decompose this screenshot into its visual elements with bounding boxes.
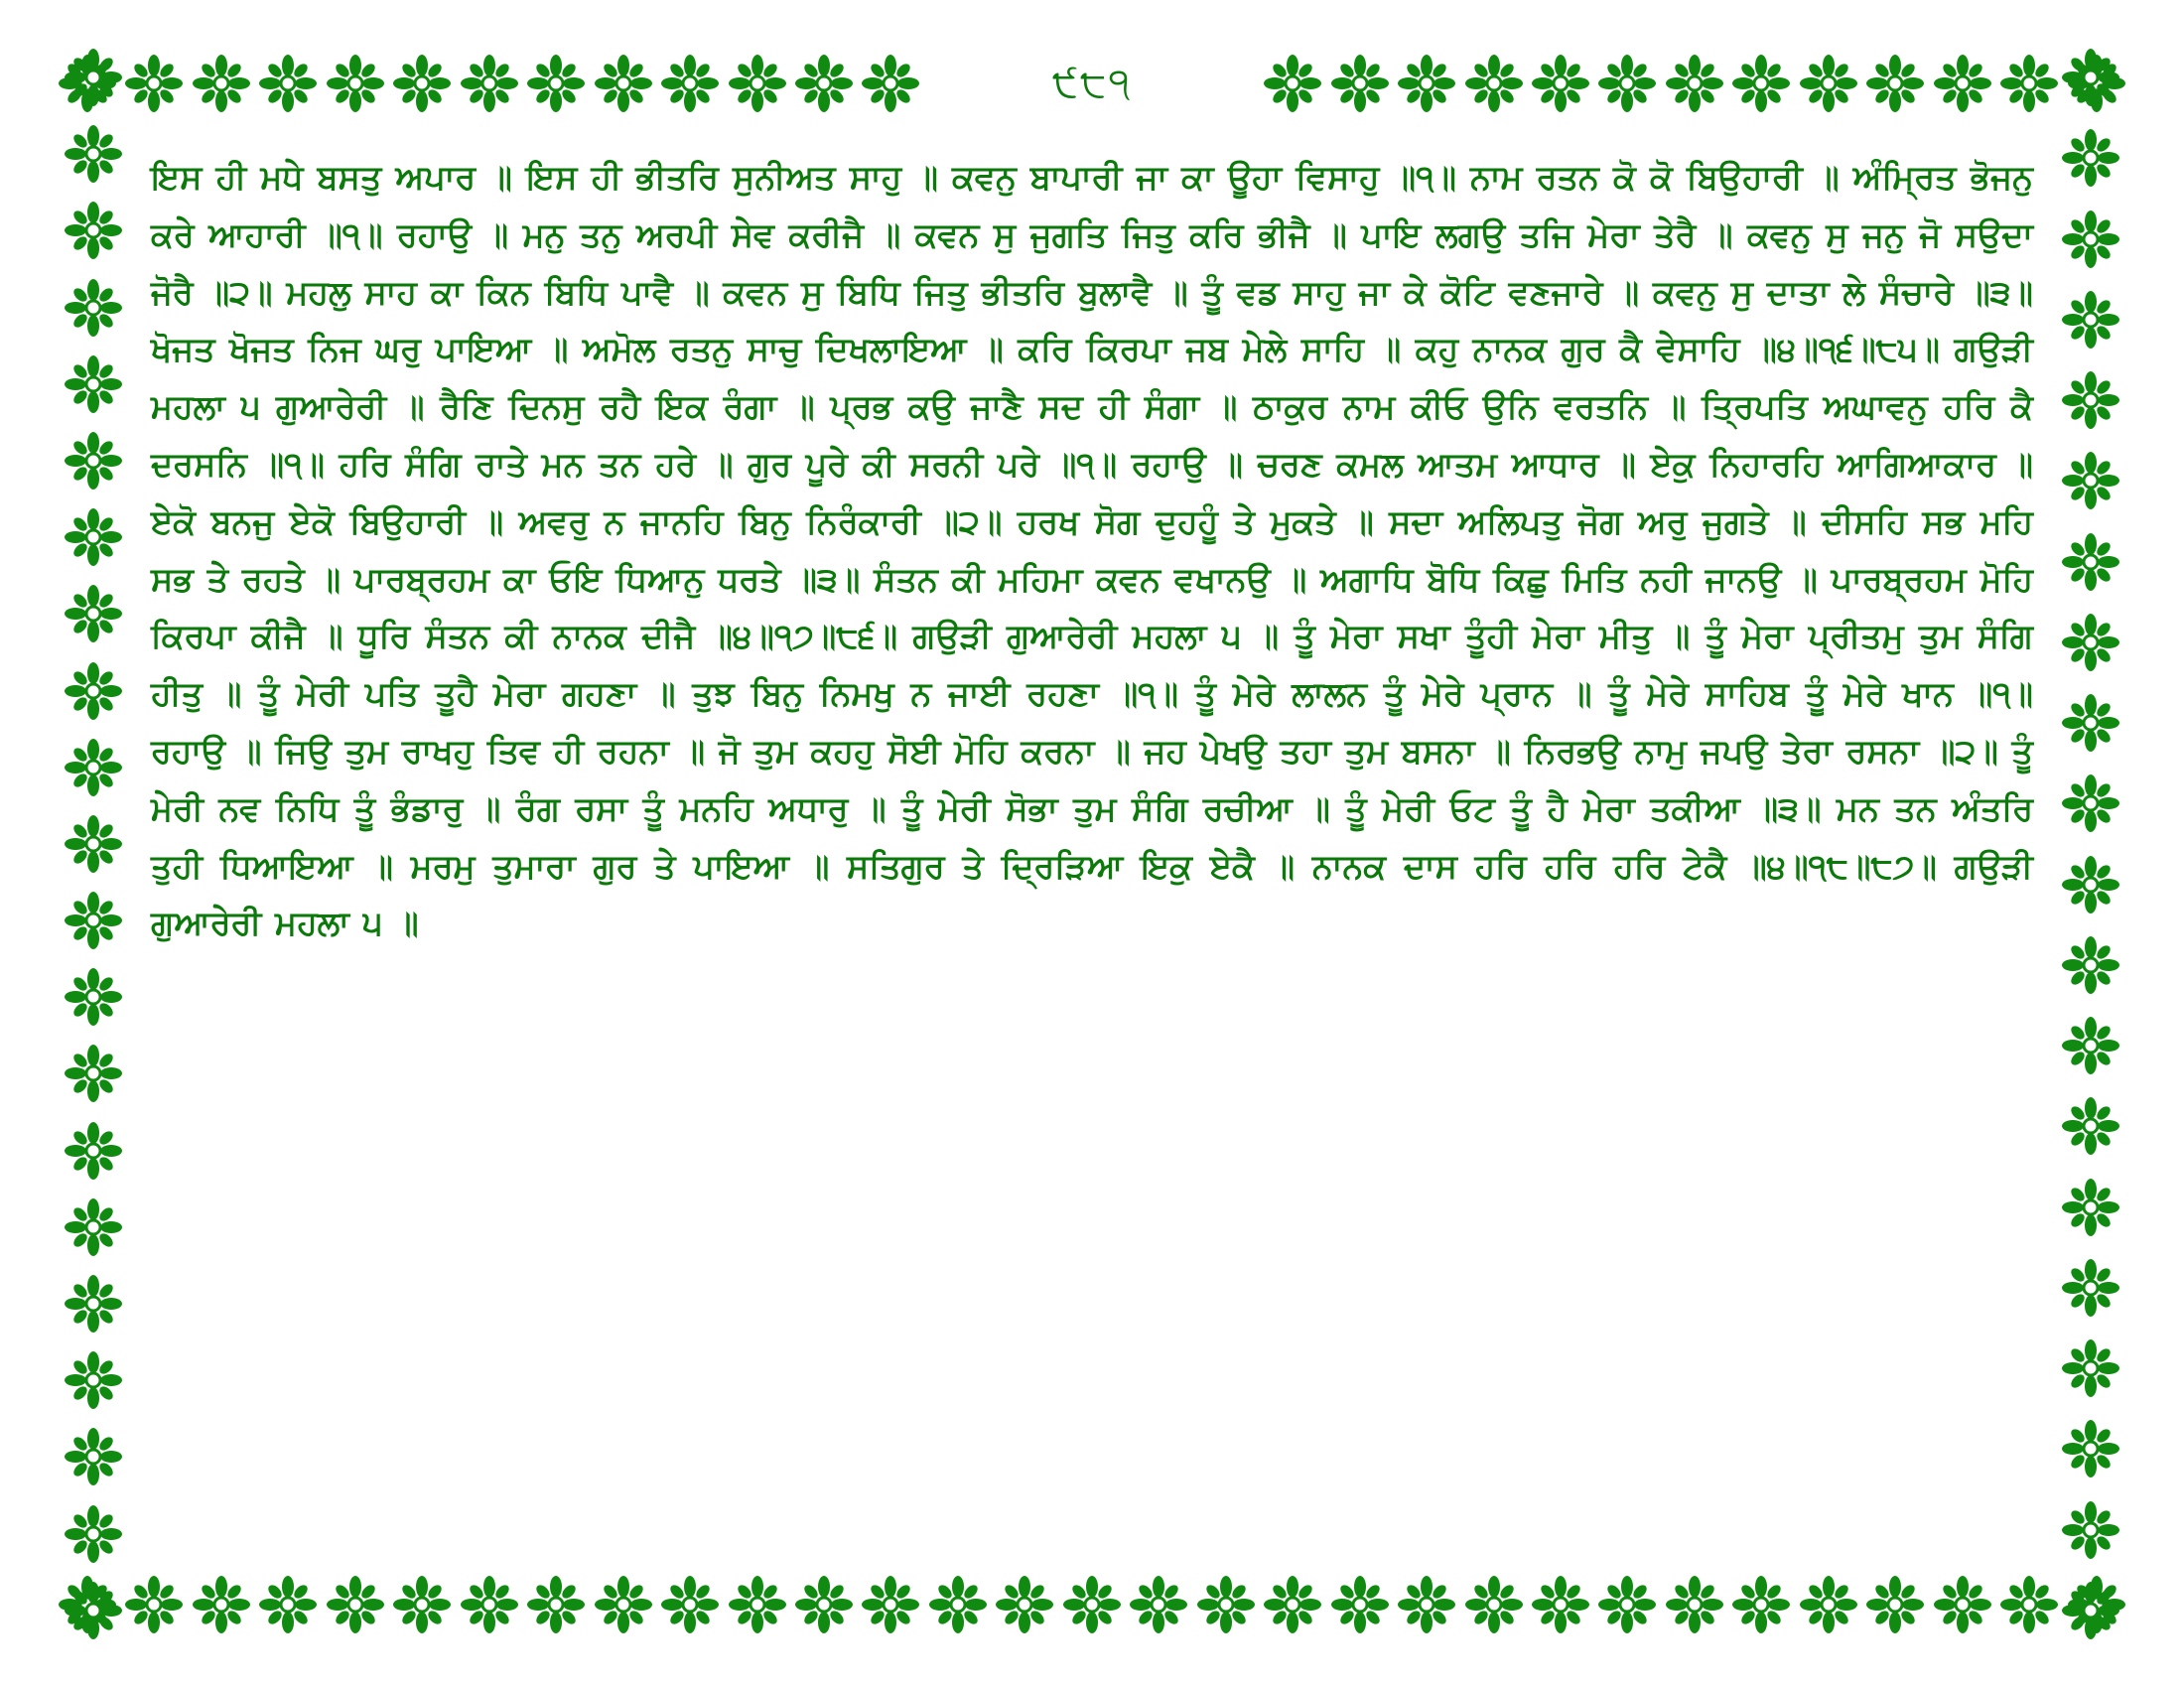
floral-ornament-icon <box>1933 54 1992 113</box>
floral-ornament-icon <box>794 1575 854 1634</box>
floral-ornament-icon <box>1129 1575 1188 1634</box>
floral-ornament-icon <box>460 1575 519 1634</box>
scripture-body-text <box>151 149 2033 1559</box>
floral-ornament-icon <box>64 507 123 567</box>
floral-ornament-icon <box>1665 1575 1724 1634</box>
floral-ornament-icon <box>2061 774 2120 833</box>
floral-ornament-icon <box>1731 1575 1791 1634</box>
floral-ornament-icon <box>728 1575 787 1634</box>
floral-ornament-icon <box>64 48 123 107</box>
floral-ornament-icon <box>64 1197 123 1257</box>
floral-ornament-icon <box>258 54 318 113</box>
floral-ornament-icon <box>1263 1575 1322 1634</box>
floral-ornament-icon <box>64 431 123 491</box>
scripture-paragraph: ਇਸ ਹੀ ਮਧੇ ਬਸਤੁ ਅਪਾਰ ॥ ਇਸ ਹੀ ਭੀਤਰਿ ਸੁਨੀਅਤ ਸਾਹੁ ॥ ਕਵਨੁ ਬਾਪਾਰੀ ਜਾ ਕਾ ਊਹਾ ਵਿਸਾਹੁ ॥੧॥ ਨਾਮ ਰਤਨ ਕੋ ਕੋ ਬਿਉਹਾਰੀ ॥ ਅੰਮ੍ਰਿਤ ਭੋਜਨੁ ਕਰੇ ਆਹਾਰੀ ॥੧॥ ਰਹਾਉ ॥ ਮਨੁ ਤਨੁ ਅਰਪੀ ਸੇਵ ਕਰੀਜੈ ॥ ਕਵਨ ਸੁ ਜੁਗਤਿ ਜਿਤੁ ਕਰਿ ਭੀਜੈ ॥ ਪਾਇ ਲਗਉ ਤਜਿ ਮੇਰਾ ਤੇਰੈ ॥ ਕਵਨੁ ਸੁ ਜਨੁ ਜੋ ਸਉਦਾ ਜੋਰੈ ॥੨॥ ਮਹਲੁ ਸਾਹ ਕਾ ਕਿਨ ਬਿਧਿ ਪਾਵੈ ॥ ਕਵਨ ਸੁ ਬਿਧਿ ਜਿਤੁ ਭੀਤਰਿ ਬੁਲਾਵੈ ॥ ਤੂੰ ਵਡ ਸਾਹੁ ਜਾ ਕੇ ਕੋਟਿ ਵਣਜਾਰੇ ॥ ਕਵਨੁ ਸੁ ਦਾਤਾ ਲੇ ਸੰਚਾਰੇ ॥੩॥ ਖੋਜਤ ਖੋਜਤ ਨਿਜ ਘਰੁ ਪਾਇਆ ॥ ਅਮੋਲ ਰਤਨੁ ਸਾਚੁ ਦਿਖਲਾਇਆ ॥ ਕਰਿ ਕਿਰਪਾ ਜਬ ਮੇਲੇ ਸਾਹਿ ॥ ਕਹੁ ਨਾਨਕ ਗੁਰ ਕੈ ਵੇਸਾਹਿ ॥੪॥੧੬॥੮੫॥ ਗਉੜੀ ਮਹਲਾ ੫ ਗੁਆਰੇਰੀ ॥ ਰੈਣਿ ਦਿਨਸੁ ਰਹੈ ਇਕ ਰੰਗਾ ॥ ਪ੍ਰਭ ਕਉ ਜਾਣੈ ਸਦ ਹੀ ਸੰਗਾ ॥ ਠਾਕੁਰ ਨਾਮ ਕੀਓ ਉਨਿ ਵਰਤਨਿ ॥ ਤ੍ਰਿਪਤਿ ਅਘਾਵਨੁ ਹਰਿ ਕੈ ਦਰਸਨਿ ॥੧॥ ਹਰਿ ਸੰਗਿ ਰਾਤੇ ਮਨ ਤਨ ਹਰੇ ॥ ਗੁਰ ਪੂਰੇ ਕੀ ਸਰਨੀ ਪਰੇ ॥੧॥ ਰਹਾਉ ॥ ਚਰਣ ਕਮਲ ਆਤਮ ਆਧਾਰ ॥ ਏਕੁ ਨਿਹਾਰਹਿ ਆਗਿਆਕਾਰ ॥ ਏਕੋ ਬਨਜੁ ਏਕੋ ਬਿਉਹਾਰੀ ॥ ਅਵਰੁ ਨ ਜਾਨਹਿ ਬਿਨੁ ਨਿਰੰਕਾਰੀ ॥੨॥ ਹਰਖ ਸੋਗ ਦੁਹਹੂੰ ਤੇ ਮੁਕਤੇ ॥ ਸਦਾ ਅਲਿਪਤੁ ਜੋਗ ਅਰੁ ਜੁਗਤੇ ॥ ਦੀਸਹਿ ਸਭ ਮਹਿ ਸਭ ਤੇ ਰਹਤੇ ॥ ਪਾਰਬ੍ਰਹਮ ਕਾ ਓਇ ਧਿਆਨੁ ਧਰਤੇ ॥੩॥ ਸੰਤਨ ਕੀ ਮਹਿਮਾ ਕਵਨ ਵਖਾਨਉ ॥ ਅਗਾਧਿ ਬੋਧਿ ਕਿਛੁ ਮਿਤਿ ਨਹੀ ਜਾਨਉ ॥ ਪਾਰਬ੍ਰਹਮ ਮੋਹਿ ਕਿਰਪਾ ਕੀਜੈ ॥ ਧੂਰਿ ਸੰਤਨ ਕੀ ਨਾਨਕ ਦੀਜੈ ॥੪॥੧੭॥੮੬॥ ਗਉੜੀ ਗੁਆਰੇਰੀ ਮਹਲਾ ੫ ॥ ਤੂੰ ਮੇਰਾ ਸਖਾ ਤੂੰਹੀ ਮੇਰਾ ਮੀਤੁ ॥ ਤੂੰ ਮੇਰਾ ਪ੍ਰੀਤਮੁ ਤੁਮ ਸੰਗਿ ਹੀਤੁ ॥ ਤੂੰ ਮੇਰੀ ਪਤਿ ਤੂਹੈ ਮੇਰਾ ਗਹਣਾ ॥ ਤੁਝ ਬਿਨੁ ਨਿਮਖੁ ਨ ਜਾਈ ਰਹਣਾ ॥੧॥ ਤੂੰ ਮੇਰੇ ਲਾਲਨ ਤੂੰ ਮੇਰੇ ਪ੍ਰਾਨ ॥ ਤੂੰ ਮੇਰੇ ਸਾਹਿਬ ਤੂੰ ਮੇਰੇ ਖਾਨ ॥੧॥ ਰਹਾਉ ॥ ਜਿਉ ਤੁਮ ਰਾਖਹੁ ਤਿਵ ਹੀ ਰਹਨਾ ॥ ਜੋ ਤੁਮ ਕਹਹੁ ਸੋਈ ਮੋਹਿ ਕਰਨਾ ॥ ਜਹ ਪੇਖਉ ਤਹਾ ਤੁਮ ਬਸਨਾ ॥ ਨਿਰਭਉ ਨਾਮੁ ਜਪਉ ਤੇਰਾ ਰਸਨਾ ॥੨॥ ਤੂੰ ਮੇਰੀ ਨਵ ਨਿਧਿ ਤੂੰ ਭੰਡਾਰੁ ॥ ਰੰਗ ਰਸਾ ਤੂੰ ਮਨਹਿ ਅਧਾਰੁ ॥ ਤੂੰ ਮੇਰੀ ਸੋਭਾ ਤੁਮ ਸੰਗਿ ਰਚੀਆ ॥ ਤੂੰ ਮੇਰੀ ਓਟ ਤੂੰ ਹੈ ਮੇਰਾ ਤਕੀਆ ॥੩॥ ਮਨ ਤਨ ਅੰਤਰਿ ਤੁਹੀ ਧਿਆਇਆ ॥ ਮਰਮੁ ਤੁਮਾਰਾ ਗੁਰ ਤੇ ਪਾਇਆ ॥ ਸਤਿਗੁਰ ਤੇ ਦ੍ਰਿੜਿਆ ਇਕੁ ਏਕੈ ॥ ਨਾਨਕ ਦਾਸ ਹਰਿ ਹਰਿ ਹਰਿ ਟੇਕੈ ॥੪॥੧੮॥੮੭॥ ਗਉੜੀ ਗੁਆਰੇਰੀ ਮਹਲਾ ੫ ॥ <box>151 158 2034 943</box>
floral-ornament-icon <box>124 54 184 113</box>
floral-ornament-icon <box>2061 532 2120 592</box>
floral-ornament-icon <box>1597 1575 1657 1634</box>
floral-ornament-icon <box>1999 1575 2059 1634</box>
floral-ornament-icon <box>64 278 123 338</box>
floral-ornament-icon <box>64 814 123 874</box>
floral-ornament-icon <box>392 54 452 113</box>
floral-ornament-icon <box>861 1575 920 1634</box>
floral-ornament-icon <box>594 1575 653 1634</box>
floral-ornament-icon <box>2061 693 2120 753</box>
floral-ornament-icon <box>2061 290 2120 350</box>
floral-ornament-icon <box>1799 54 1858 113</box>
floral-ornament-icon <box>64 1274 123 1334</box>
floral-ornament-icon <box>64 1044 123 1103</box>
floral-ornament-icon <box>861 54 920 113</box>
floral-ornament-icon <box>728 54 787 113</box>
floral-ornament-icon <box>1464 54 1524 113</box>
floral-ornament-icon <box>1330 1575 1390 1634</box>
floral-ornament-icon <box>64 1427 123 1486</box>
floral-ornament-icon <box>192 54 251 113</box>
floral-ornament-icon <box>2061 935 2120 995</box>
floral-ornament-icon <box>64 201 123 260</box>
floral-ornament-icon <box>64 584 123 643</box>
floral-ornament-icon <box>64 1581 123 1640</box>
floral-ornament-icon <box>1731 54 1791 113</box>
floral-ornament-icon <box>995 1575 1054 1634</box>
floral-ornament-icon <box>794 54 854 113</box>
floral-ornament-icon <box>2061 1258 2120 1318</box>
floral-ornament-icon <box>64 661 123 721</box>
floral-ornament-icon <box>928 1575 988 1634</box>
floral-ornament-icon <box>1999 54 2059 113</box>
floral-ornament-icon <box>2061 210 2120 269</box>
floral-ornament-icon <box>2061 1581 2120 1640</box>
floral-ornament-icon <box>2061 855 2120 914</box>
border-left-floral-strip <box>58 48 129 1640</box>
floral-ornament-icon <box>1397 54 1456 113</box>
floral-ornament-icon <box>2061 1338 2120 1398</box>
floral-ornament-icon <box>64 1121 123 1181</box>
floral-ornament-icon <box>258 1575 318 1634</box>
floral-ornament-icon <box>2061 1178 2120 1237</box>
floral-ornament-icon <box>1799 1575 1858 1634</box>
floral-ornament-icon <box>1665 54 1724 113</box>
floral-ornament-icon <box>192 1575 251 1634</box>
floral-ornament-icon <box>1196 1575 1256 1634</box>
floral-ornament-icon <box>1865 54 1925 113</box>
floral-ornament-icon <box>326 54 385 113</box>
floral-ornament-icon <box>64 354 123 414</box>
floral-ornament-icon <box>526 1575 586 1634</box>
floral-ornament-icon <box>64 1350 123 1410</box>
floral-ornament-icon <box>1865 1575 1925 1634</box>
floral-ornament-icon <box>2061 1016 2120 1075</box>
floral-ornament-icon <box>2061 1096 2120 1156</box>
floral-ornament-icon <box>460 54 519 113</box>
floral-ornament-icon <box>64 1504 123 1564</box>
floral-ornament-icon <box>1597 54 1657 113</box>
floral-ornament-icon <box>660 1575 720 1634</box>
border-bottom-floral-strip <box>58 1569 2126 1640</box>
floral-ornament-icon <box>1263 54 1322 113</box>
floral-ornament-icon <box>64 124 123 184</box>
floral-ornament-icon <box>526 54 586 113</box>
floral-ornament-icon <box>2061 451 2120 510</box>
floral-ornament-icon <box>1062 1575 1122 1634</box>
floral-ornament-icon <box>326 1575 385 1634</box>
floral-ornament-icon <box>2061 128 2120 188</box>
floral-ornament-icon <box>1531 1575 1590 1634</box>
floral-ornament-icon <box>124 1575 184 1634</box>
floral-ornament-icon <box>2061 613 2120 672</box>
floral-ornament-icon <box>1531 54 1590 113</box>
floral-ornament-icon <box>2061 48 2120 107</box>
border-right-floral-strip <box>2055 48 2126 1640</box>
floral-ornament-icon <box>1330 54 1390 113</box>
floral-ornament-icon <box>660 54 720 113</box>
floral-ornament-icon <box>64 891 123 950</box>
page-number: ੯੮੧ <box>1051 61 1133 106</box>
floral-ornament-icon <box>2061 1419 2120 1478</box>
floral-ornament-icon <box>1397 1575 1456 1634</box>
floral-ornament-icon <box>64 967 123 1027</box>
floral-ornament-icon <box>594 54 653 113</box>
floral-ornament-icon <box>392 1575 452 1634</box>
floral-ornament-icon <box>64 738 123 797</box>
floral-ornament-icon <box>1933 1575 1992 1634</box>
floral-ornament-icon <box>2061 1500 2120 1560</box>
floral-ornament-icon <box>2061 370 2120 430</box>
floral-ornament-icon <box>1464 1575 1524 1634</box>
